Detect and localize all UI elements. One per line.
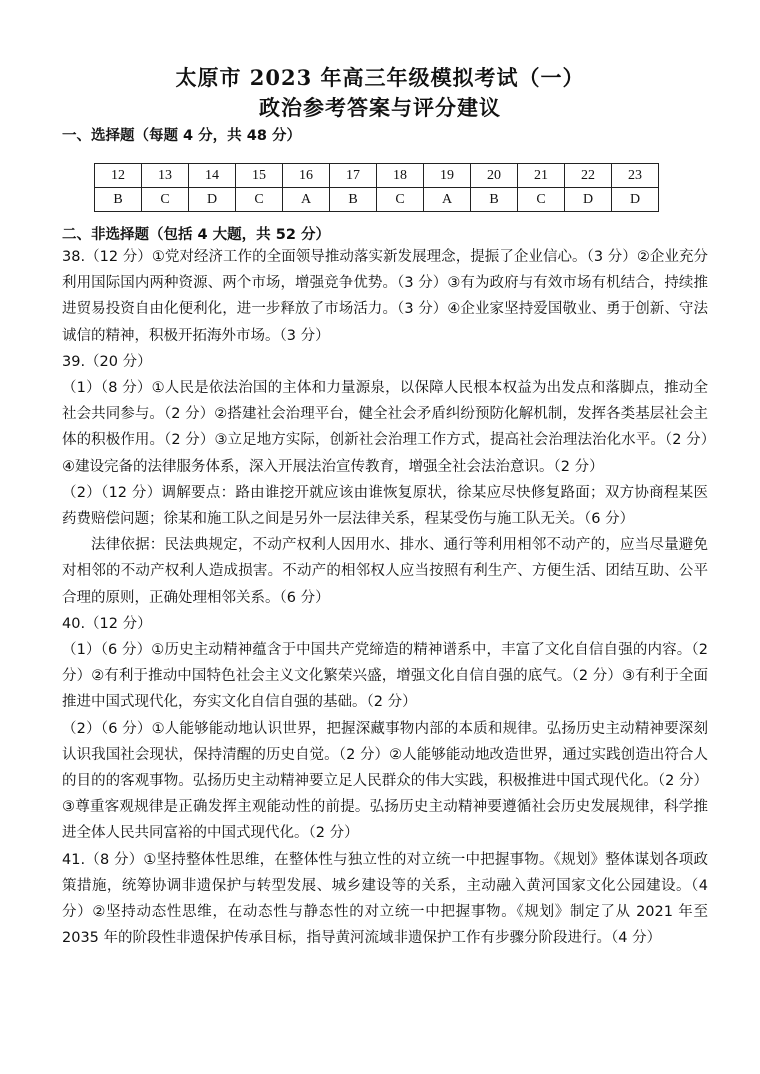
answer-cell: D [612,188,659,212]
answer-39-part-1-paragraph: （1）（8 分）①人民是依法治国的主体和力量源泉，以保障人民根本权益为出发点和落脚点，推动全社会共同参与。（2 分）②搭建社会治理平台，健全社会矛盾纠纷预防化解机制，发挥各类基层社会主体的积极作用。（2 分）③立足地方实际，创新社会治理工作方式，提高社会治理法治化水平。（2 分）④建设完备的法律服务体系，深入开展法治宣传教育，增强全社会法治意识。（2 分） [62,380,708,475]
answer-cell: B [330,188,377,212]
question-number-cell: 14 [189,164,236,188]
answer-cell: A [424,188,471,212]
answer-39-part-2-paragraph: （2）（12 分）调解要点：路由谁挖开就应该由谁恢复原状，徐某应尽快修复路面；双方协商程某医药费赔偿问题；徐某和施工队之间是另外一层法律关系，程某受伤与施工队无关。（6 分） [62,484,708,528]
question-number-cell: 13 [142,164,189,188]
section-2-heading: 二、非选择题（包括 4 大题，共 52 分） [62,227,330,243]
answer-cell: D [189,188,236,212]
question-number-cell: 18 [377,164,424,188]
question-number-cell: 16 [283,164,330,188]
answer-cell: C [518,188,565,212]
question-number-cell: 20 [471,164,518,188]
section-1-heading: 一、选择题（每题 4 分，共 48 分） [62,128,301,144]
question-number-cell: 17 [330,164,377,188]
answer-cell: C [236,188,283,212]
answer-cell: D [565,188,612,212]
answer-cell: B [95,188,142,212]
answer-41-paragraph: 41.（8 分）①坚持整体性思维，在整体性与独立性的对立统一中把握事物。《规划》整体谋划各项政策措施，统筹协调非遗保护与转型发展、城乡建设等的关系，主动融入黄河国家文化公园建设。（4 分）②坚持动态性思维，在动态性与静态性的对立统一中把握事物。《规划》制定了从 2021 年至 2035 年的阶段性非遗保护传承目标，指导黄河流域非遗保护工作有步骤分阶段进行。（4 分） [62,851,708,947]
question-number-cell: 22 [565,164,612,188]
question-number-cell: 23 [612,164,659,188]
answer-cell: C [377,188,424,212]
answer-cell: A [283,188,330,212]
answer-40-part-2-paragraph: （2）（6 分）①人能够能动地认识世界，把握深藏事物内部的本质和规律。弘扬历史主动精神要深刻认识我国社会现状，保持清醒的历史自觉。（2 分）②人能够能动地改造世界，通过实践创造出符合人的目的的客观事物。弘扬历史主动精神要立足人民群众的伟大实践，积极推进中国式现代化。（2 分）③尊重客观规律是正确发挥主观能动性的前提。弘扬历史主动精神要遵循社会历史发展规律，科学推进全体人民共同富裕的中国式现代化。（2 分） [62,720,708,842]
document-title: 太原市 2023 年高三年级模拟考试（一） [175,65,585,90]
document-subtitle: 政治参考答案与评分建议 [259,95,501,120]
choice-answer-table [94,163,659,212]
question-number-cell: 19 [424,164,471,188]
question-number-row [95,164,659,188]
answer-40-heading: 40.（12 分） [62,615,152,632]
answer-39-heading: 39.（20 分） [62,353,152,370]
question-number-cell: 12 [95,164,142,188]
answer-40-part-1-paragraph: （1）（6 分）①历史主动精神蕴含于中国共产党缔造的精神谱系中，丰富了文化自信自强的内容。（2 分）②有利于推动中国特色社会主义文化繁荣兴盛，增强文化自信自强的底气。（2 分）③有利于全面推进中国式现代化，夯实文化自信自强的基础。（2 分） [62,642,708,711]
legal-basis-paragraph: 法律依据：民法典规定，不动产权利人因用水、排水、通行等利用相邻不动产的，应当尽量避免对相邻的不动产权利人造成损害。不动产的相邻权人应当按照有利生产、方便生活、团结互助、公平合理的原则，正确处理相邻关系。（6 分） [62,537,708,606]
question-number-cell: 21 [518,164,565,188]
answer-38-paragraph: 38.（12 分）①党对经济工作的全面领导推动落实新发展理念，提振了企业信心。（3 分）②企业充分利用国际国内两种资源、两个市场，增强竞争优势。（3 分）③有为政府与有效市场有机结合，持续推进贸易投资自由化便利化，进一步释放了市场活力。（3 分）④企业家坚持爱国敬业、勇于创新、守法诚信的精神，积极开拓海外市场。（3 分） [62,249,708,344]
answer-cell: B [471,188,518,212]
answer-cell: C [142,188,189,212]
question-number-cell: 15 [236,164,283,188]
section-2-body [62,244,708,951]
answer-letter-row [95,188,659,212]
